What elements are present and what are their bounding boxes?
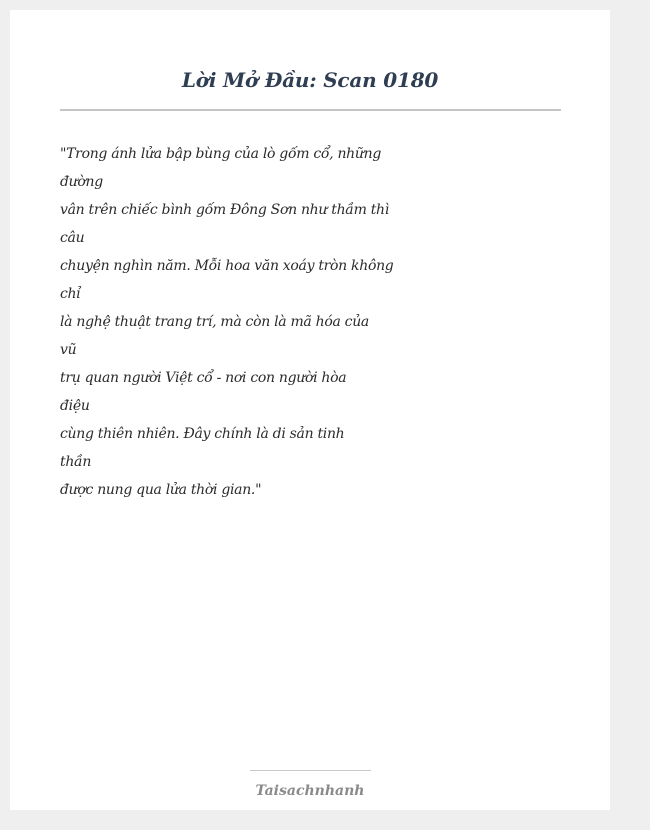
body-line: thần xyxy=(60,454,92,470)
body-line: chỉ xyxy=(60,286,81,302)
document-page xyxy=(10,10,610,810)
body-line: chuyện nghìn năm. Mỗi hoa văn xoáy tròn không xyxy=(60,258,394,274)
body-line: điệu xyxy=(60,398,90,414)
body-line: đường xyxy=(60,174,103,190)
body-line: được nung qua lửa thời gian." xyxy=(60,482,262,498)
title-divider xyxy=(60,109,561,111)
body-line: vũ xyxy=(60,342,77,358)
body-line: câu xyxy=(60,230,85,246)
body-line: "Trong ánh lửa bập bùng của lò gốm cổ, những xyxy=(60,146,381,162)
body-line: trụ quan người Việt cổ - nơi con người hòa xyxy=(60,370,347,386)
body-line: cùng thiên nhiên. Đây chính là di sản tinh xyxy=(60,426,345,442)
footer-divider xyxy=(250,770,371,771)
body-paragraph xyxy=(60,140,394,504)
page-title: Lời Mở Đầu: Scan 0180 xyxy=(181,68,439,92)
body-line: là nghệ thuật trang trí, mà còn là mã hóa của xyxy=(60,314,369,330)
body-line: vân trên chiếc bình gốm Đông Sơn như thầm thì xyxy=(60,202,389,218)
footer-credit: Taisachnhanh xyxy=(255,783,365,799)
